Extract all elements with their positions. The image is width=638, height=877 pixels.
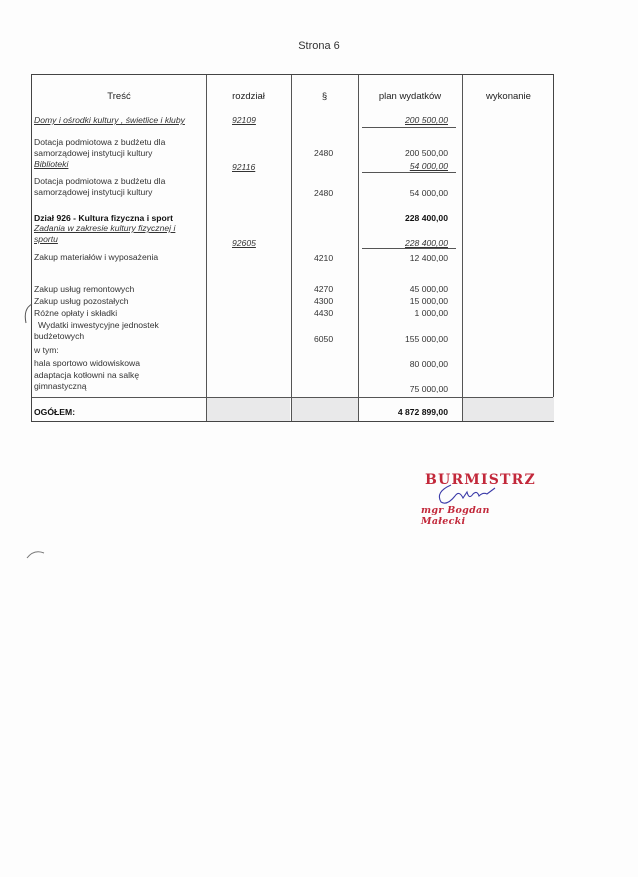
header-description: Treść — [107, 91, 131, 102]
header-paragraph: § — [321, 91, 328, 102]
row-description: Biblioteki — [34, 159, 69, 169]
row-description: budżetowych — [34, 331, 85, 341]
row-plan: 228 400,00 — [404, 238, 448, 248]
row-description: samorządowej instytucji kultury — [34, 148, 153, 158]
row-description: Zakup materiałów i wyposażenia — [34, 252, 159, 262]
row-paragraph: 4210 — [314, 253, 334, 263]
row-underline — [362, 248, 456, 249]
total-divider — [32, 397, 553, 398]
row-description: Zakup usług remontowych — [34, 284, 135, 294]
row-plan: 45 000,00 — [409, 284, 448, 294]
row-plan: 54 000,00 — [409, 188, 448, 198]
column-divider — [206, 75, 207, 421]
row-description: w tym: — [34, 345, 59, 355]
row-description: Domy i ośrodki kultury , świetlice i kluby — [34, 115, 185, 125]
stamp-title: BURMISTRZ — [425, 472, 536, 488]
scan-mark-curve — [26, 549, 46, 559]
row-description: Dotacja podmiotowa z budżetu dla — [34, 137, 166, 147]
row-chapter: 92605 — [232, 238, 256, 248]
header-plan: plan wydatków — [378, 91, 442, 102]
row-paragraph: 4430 — [314, 308, 334, 318]
column-divider — [291, 75, 292, 421]
mayor-stamp — [405, 472, 536, 527]
row-description: gimnastyczną — [34, 381, 87, 391]
row-chapter: 92109 — [232, 115, 256, 125]
row-plan: 80 000,00 — [409, 359, 448, 369]
scan-mark-bracket — [20, 303, 34, 325]
column-divider — [462, 75, 463, 421]
stamp-name: mgr Bogdan Małecki — [421, 505, 490, 527]
row-underline — [362, 127, 456, 128]
row-description: Dotacja podmiotowa z budżetu dla — [34, 176, 166, 186]
row-plan: 1 000,00 — [414, 308, 448, 318]
row-description: Zakup usług pozostałych — [34, 296, 129, 306]
row-plan: 75 000,00 — [409, 384, 448, 394]
total-shade-exec — [462, 397, 554, 421]
row-description: sportu — [34, 234, 58, 244]
row-plan: 200 500,00 — [404, 115, 448, 125]
row-paragraph: 2480 — [314, 148, 334, 158]
row-paragraph: 6050 — [314, 334, 334, 344]
row-description: Zadania w zakresie kultury fizycznej i — [34, 223, 176, 233]
row-paragraph: 2480 — [314, 188, 334, 198]
row-plan: 54 000,00 — [409, 161, 448, 171]
row-plan: 200 500,00 — [404, 148, 448, 158]
row-chapter: 92116 — [232, 162, 256, 172]
budget-table — [31, 74, 554, 422]
row-description: Wydatki inwestycyjne jednostek — [38, 320, 159, 330]
row-plan: 228 400,00 — [404, 213, 448, 223]
row-plan: 15 000,00 — [409, 296, 448, 306]
row-plan: 155 000,00 — [404, 334, 448, 344]
total-shade-para — [291, 397, 358, 421]
header-chapter: rozdział — [232, 91, 265, 102]
row-underline — [362, 172, 456, 173]
total-plan: 4 872 899,00 — [397, 407, 448, 417]
row-paragraph: 4300 — [314, 296, 334, 306]
row-description: Różne opłaty i składki — [34, 308, 118, 318]
total-shade-chapter — [206, 397, 290, 421]
header-execution: wykonanie — [486, 91, 531, 102]
row-paragraph: 4270 — [314, 284, 334, 294]
row-description: samorządowej instytucji kultury — [34, 187, 153, 197]
row-description: adaptacja kotłowni na salkę — [34, 370, 140, 380]
page-number: Strona 6 — [298, 40, 340, 52]
row-plan: 12 400,00 — [409, 253, 448, 263]
row-description: hala sportowo widowiskowa — [34, 358, 141, 368]
total-label: OGÓŁEM: — [34, 407, 76, 417]
row-description: Dział 926 - Kultura fizyczna i sport — [34, 213, 173, 223]
